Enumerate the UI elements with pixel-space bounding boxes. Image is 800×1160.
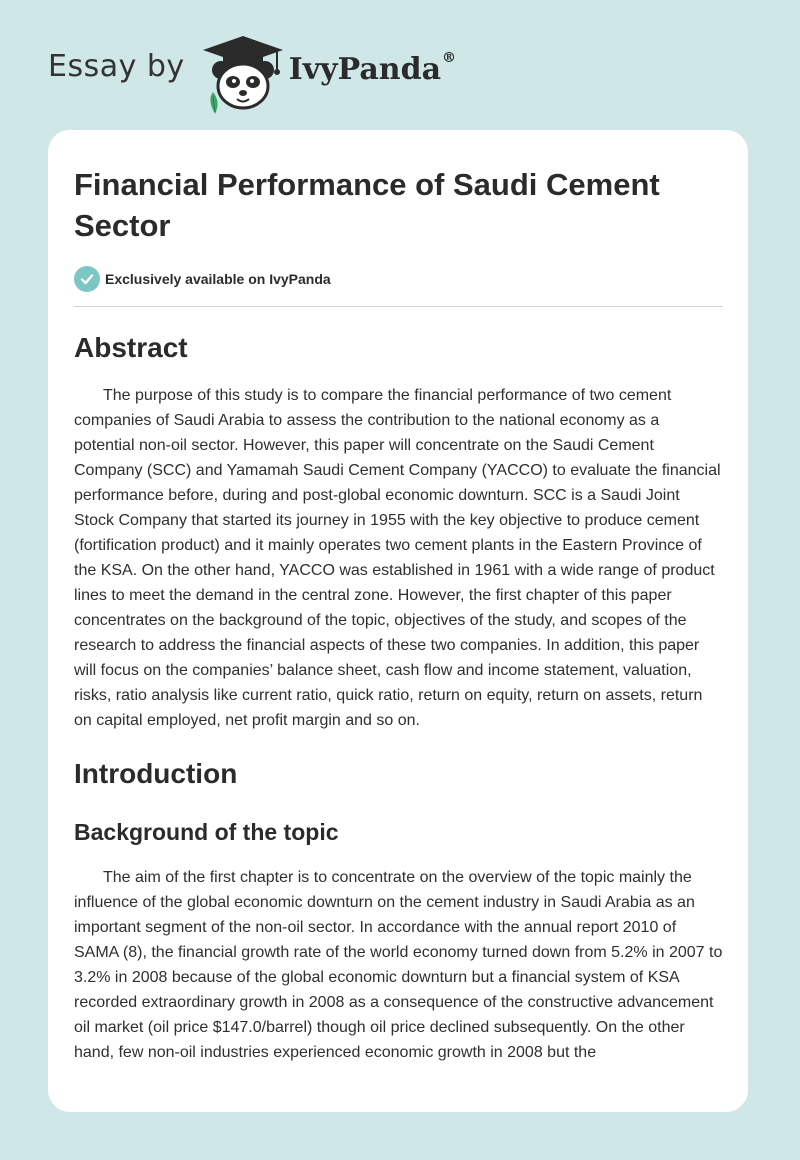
introduction-heading: Introduction — [74, 758, 238, 789]
page-title: Financial Performance of Saudi Cement Sector — [74, 167, 660, 243]
background-paragraph: The aim of the first chapter is to concentrate on the overview of the topic mainly the influence of the global economic downturn on the cement industry in Saudi Arabia as an important segment of the non-oil sector. In accordance with the annual report 2010 of SAMA (8), the financial growth rate of the world economy turned down from 5.2% in 2007 to 3.2% in 2008 because of the global economic downturn but a financial system of KSA recorded extraordinary growth in 2008 as a consequence of the constructive advancement oil market (oil price $147.0/barrel) though oil price declined subsequently. On the other hand, few non-oil industries experienced economic growth in 2008 but the — [74, 869, 723, 1061]
abstract-paragraph: The purpose of this study is to compare the financial performance of two cement companies of Saudi Arabia to assess the contribution to the national economy as a potential non-oil sector. However, this paper will concentrate on the Saudi Cement Company (SCC) and Yamamah Saudi Cement Company (YACCO) to evaluate the financial performance before, during and post-global economic downturn. SCC is a Saudi Joint Stock Company that started its journey in 1955 with the key objective to produce cement (fortification product) and it mainly operates two cement plants in the Eastern Province of the KSA. On the other hand, YACCO was established in 1961 with a wide range of product lines to meet the demand in the central zone. However, the first chapter of this paper concentrates on the background of the topic, objectives of the study, and scopes of the research to address the financial aspects of these two companies. In addition, this paper will focus on the companies’ balance sheet, cash flow and income statement, valuation, risks, ratio analysis like current ratio, quick ratio, return on equity, return on assets, return on capital employed, net profit margin and so on. — [74, 387, 721, 729]
site-header — [48, 30, 456, 114]
checkmark-icon — [74, 266, 100, 292]
essay-content — [74, 164, 724, 1065]
essay-card — [48, 130, 748, 1112]
divider — [74, 306, 723, 307]
essay-by-label: Essay by — [48, 48, 185, 84]
badge-label: Exclusively available on IvyPanda — [105, 271, 331, 287]
abstract-heading: Abstract — [74, 332, 188, 363]
exclusive-badge — [74, 266, 724, 292]
background-heading: Background of the topic — [74, 819, 339, 845]
panda-logo-icon[interactable] — [199, 30, 287, 114]
registered-mark: ® — [442, 49, 457, 66]
brand-name: IvyPanda® — [288, 49, 457, 87]
